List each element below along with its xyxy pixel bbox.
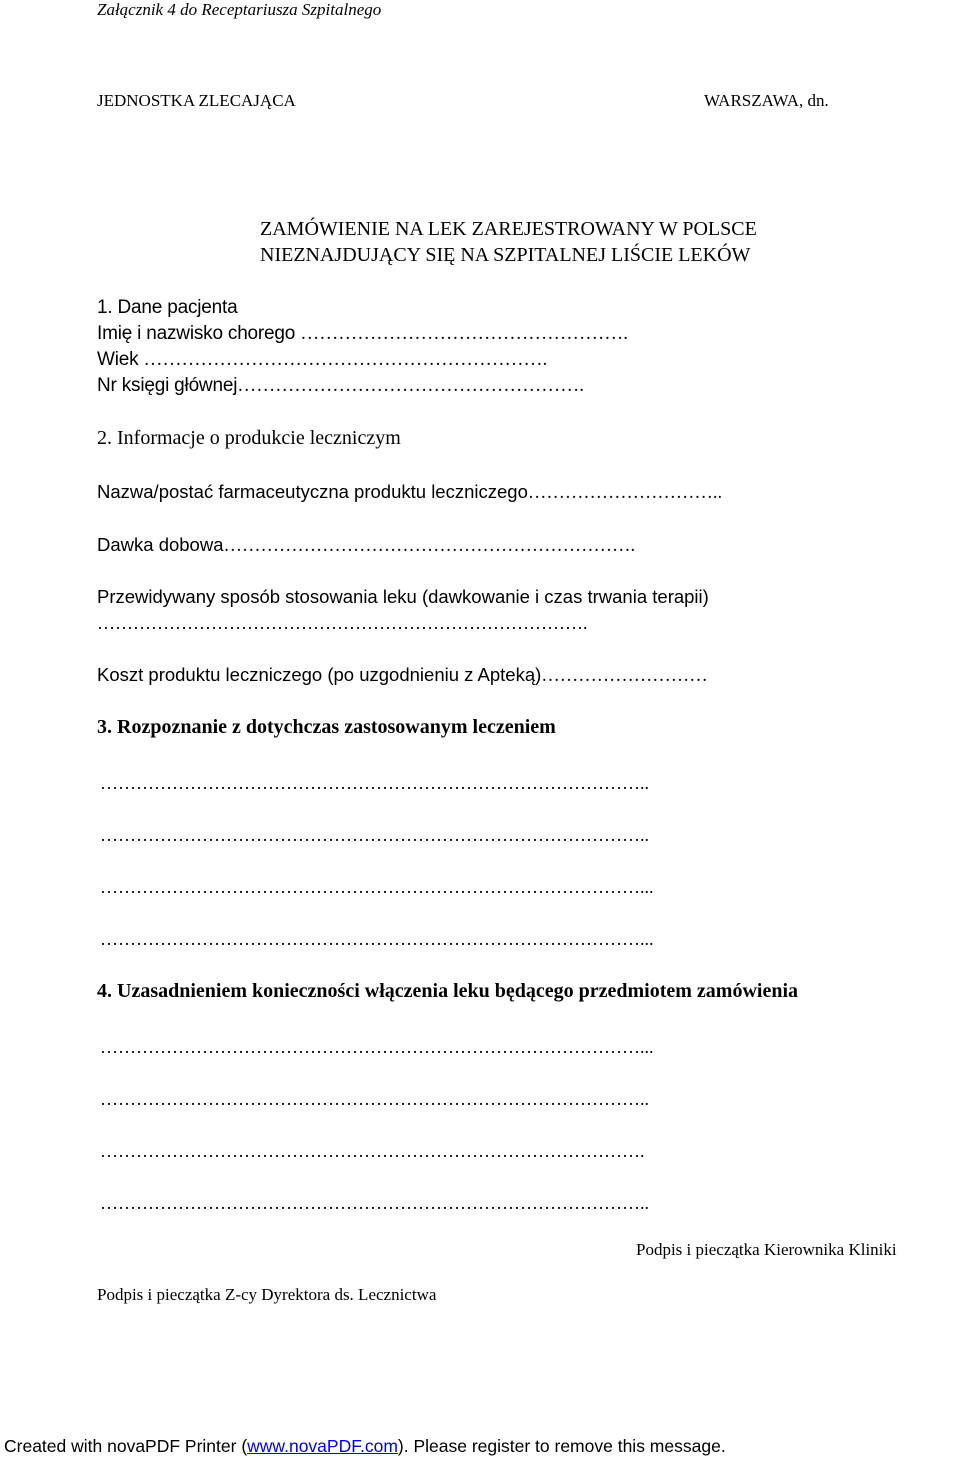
diagnosis-line-4: ………………………………………………………………………………...	[100, 929, 654, 949]
justification-line-1: ………………………………………………………………………………...	[100, 1037, 654, 1057]
novapdf-link[interactable]: www.novaPDF.com	[247, 1436, 398, 1456]
cost-field	[97, 664, 708, 687]
drug-name-dots: …………………………..	[527, 483, 723, 503]
patient-name-field	[97, 323, 628, 345]
title-line-1: ZAMÓWIENIE NA LEK ZAREJESTROWANY W POLSCE	[260, 218, 757, 240]
patient-age-label: Wiek	[97, 349, 139, 370]
usage-dots: ……………………………………………………………………….	[97, 613, 588, 633]
deputy-director-signature-label: Podpis i pieczątka Z-cy Dyrektora ds. Lecznictwa	[97, 1285, 437, 1304]
watermark-prefix: Created with novaPDF Printer (	[4, 1436, 248, 1456]
diagnosis-line-3: ………………………………………………………………………………...	[100, 877, 654, 897]
record-number-field	[97, 375, 584, 397]
daily-dose-dots: ………………………………………………………….	[223, 536, 636, 556]
patient-age-field	[97, 349, 547, 371]
cost-dots: ………………………	[541, 666, 708, 686]
annex-note: Załącznik 4 do Receptariusza Szpitalnego	[97, 0, 382, 19]
patient-age-dots: ……………………………………………………….	[143, 349, 548, 370]
diagnosis-line-1: ………………………………………………………………………………..	[100, 773, 649, 793]
section-2-heading: 2. Informacje o produkcie leczniczym	[97, 427, 401, 449]
cost-label: Koszt produktu leczniczego (po uzgodnieniu z Apteką)	[97, 664, 542, 685]
drug-name-field	[97, 481, 722, 504]
patient-name-label: Imię i nazwisko chorego	[97, 323, 296, 344]
drug-name-label: Nazwa/postać farmaceutyczna produktu leczniczego	[97, 481, 528, 502]
clinic-head-signature-label: Podpis i pieczątka Kierownika Kliniki	[636, 1240, 897, 1259]
justification-line-3: ……………………………………………………………………………….	[100, 1141, 645, 1161]
title-line-2: NIEZNAJDUJĄCY SIĘ NA SZPITALNEJ LIŚCIE LEKÓW	[260, 244, 751, 266]
justification-line-2: ………………………………………………………………………………..	[100, 1089, 649, 1109]
usage-label: Przewidywany sposób stosowania leku (dawkowanie i czas trwania terapii)	[97, 586, 709, 607]
watermark-suffix: ). Please register to remove this message.	[397, 1436, 726, 1456]
printer-watermark	[4, 1436, 726, 1457]
section-1-heading: 1. Dane pacjenta	[97, 297, 238, 318]
justification-line-4: ………………………………………………………………………………..	[100, 1193, 649, 1213]
daily-dose-label: Dawka dobowa	[97, 534, 224, 555]
record-number-label: Nr księgi głównej	[97, 375, 238, 396]
daily-dose-field	[97, 534, 635, 557]
section-3-heading: 3. Rozpoznanie z dotychczas zastosowanym leczeniem	[97, 716, 556, 738]
issuing-unit-label: JEDNOSTKA ZLECAJĄCA	[97, 91, 296, 110]
patient-name-dots: …………………………………………….	[300, 323, 629, 344]
section-4-heading: 4. Uzasadnieniem konieczności włączenia leku będącego przedmiotem zamówienia	[97, 980, 799, 1002]
place-date-label: WARSZAWA, dn.	[704, 91, 829, 110]
diagnosis-line-2: ………………………………………………………………………………..	[100, 825, 649, 845]
record-number-dots: ……………………………………………….	[237, 375, 584, 396]
